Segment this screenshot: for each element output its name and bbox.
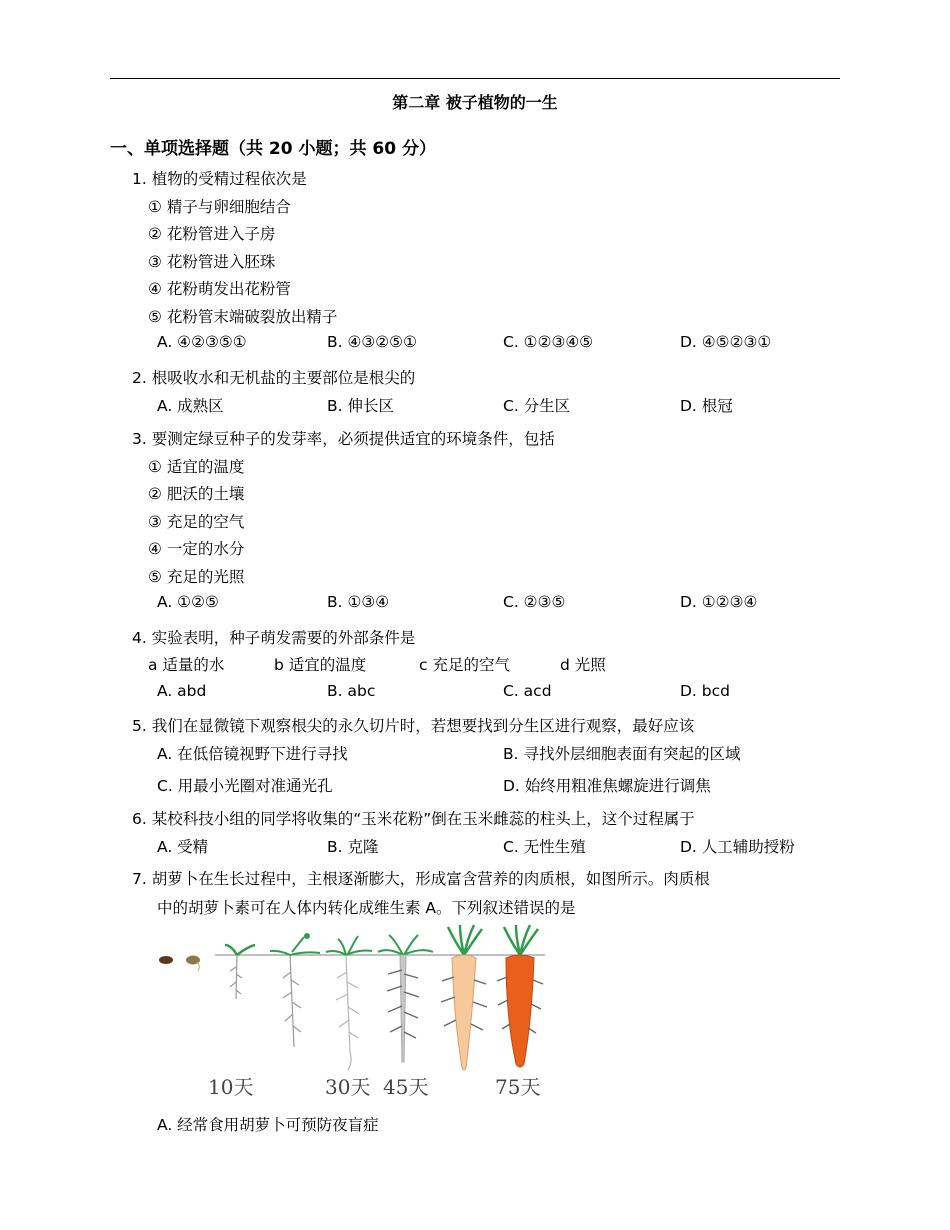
page-title: 第二章 被子植物的一生	[392, 93, 558, 112]
question-1-item: ④ 花粉萌发出花粉管	[148, 280, 291, 298]
question-1-item: ② 花粉管进入子房	[148, 225, 276, 243]
question-2-stem: 2. 根吸收水和无机盐的主要部位是根尖的	[132, 369, 416, 387]
question-7-stem-continued: 中的胡萝卜素可在人体内转化成维生素 A。下列叙述错误的是	[157, 899, 576, 917]
question-1-option-a[interactable]: A. ④②③⑤①	[157, 333, 247, 351]
question-2-option-d[interactable]: D. 根冠	[680, 397, 733, 415]
question-4-option-a[interactable]: A. abd	[157, 682, 207, 700]
question-1-option-d[interactable]: D. ④⑤②③①	[680, 333, 772, 351]
question-3-option-a[interactable]: A. ①②⑤	[157, 593, 219, 611]
question-3-item: ① 适宜的温度	[148, 458, 245, 476]
question-6-option-b[interactable]: B. 克隆	[327, 838, 379, 856]
question-4-option-c[interactable]: C. acd	[503, 682, 552, 700]
question-1-stem: 1. 植物的受精过程依次是	[132, 170, 307, 188]
question-1-item: ⑤ 花粉管末端破裂放出精子	[148, 308, 338, 326]
question-4-item: a 适量的水	[148, 656, 225, 674]
question-5-option-a[interactable]: A. 在低倍镜视野下进行寻找	[157, 745, 348, 763]
question-5-option-b[interactable]: B. 寻找外层细胞表面有突起的区域	[503, 745, 741, 763]
question-4-item: b 适宜的温度	[274, 656, 367, 674]
question-1-option-c[interactable]: C. ①②③④⑤	[503, 333, 594, 351]
question-1-item: ③ 花粉管进入胚珠	[148, 253, 276, 271]
figure-label-45-days: 45天	[383, 1075, 429, 1099]
question-3-item: ③ 充足的空气	[148, 513, 245, 531]
question-1-item: ① 精子与卵细胞结合	[148, 198, 291, 216]
header-rule	[110, 78, 840, 79]
question-2-option-c[interactable]: C. 分生区	[503, 397, 571, 415]
question-4-option-b[interactable]: B. abc	[327, 682, 376, 700]
question-5-stem: 5. 我们在显微镜下观察根尖的永久切片时，若想要找到分生区进行观察，最好应该	[132, 717, 695, 735]
section-heading: 一、单项选择题（共 20 小题；共 60 分）	[110, 139, 436, 159]
question-3-item: ② 肥沃的土壤	[148, 485, 245, 503]
question-4-item: c 充足的空气	[419, 656, 510, 674]
figure-label-10-days: 10天	[208, 1075, 254, 1099]
question-3-option-c[interactable]: C. ②③⑤	[503, 593, 566, 611]
question-6-option-c[interactable]: C. 无性生殖	[503, 838, 586, 856]
question-3-item: ④ 一定的水分	[148, 540, 245, 558]
question-4-option-d[interactable]: D. bcd	[680, 682, 730, 700]
question-1-option-b[interactable]: B. ④③②⑤①	[327, 333, 417, 351]
question-5-option-c[interactable]: C. 用最小光圈对准通光孔	[157, 777, 333, 795]
figure-label-30-days: 30天	[325, 1075, 371, 1099]
question-3-option-b[interactable]: B. ①③④	[327, 593, 390, 611]
carrot-growth-illustration	[150, 922, 560, 1107]
question-6-stem: 6. 某校科技小组的同学将收集的“玉米花粉”倒在玉米雌蕊的柱头上，这个过程属于	[132, 810, 695, 828]
carrot-growth-figure	[150, 922, 560, 1107]
question-6-option-a[interactable]: A. 受精	[157, 838, 209, 856]
figure-label-75-days: 75天	[495, 1075, 541, 1099]
question-6-option-d[interactable]: D. 人工辅助授粉	[680, 838, 795, 856]
question-2-option-a[interactable]: A. 成熟区	[157, 397, 224, 415]
question-7-stem: 7. 胡萝卜在生长过程中，主根逐渐膨大，形成富含营养的肉质根，如图所示。肉质根	[132, 870, 710, 888]
question-3-stem: 3. 要测定绿豆种子的发芽率，必须提供适宜的环境条件，包括	[132, 430, 555, 448]
question-4-item: d 光照	[560, 656, 606, 674]
question-3-option-d[interactable]: D. ①②③④	[680, 593, 758, 611]
question-4-stem: 4. 实验表明，种子萌发需要的外部条件是	[132, 629, 416, 647]
question-7-option-a[interactable]: A. 经常食用胡萝卜可预防夜盲症	[157, 1116, 379, 1134]
question-3-item: ⑤ 充足的光照	[148, 568, 245, 586]
question-5-option-d[interactable]: D. 始终用粗准焦螺旋进行调焦	[503, 777, 711, 795]
question-2-option-b[interactable]: B. 伸长区	[327, 397, 394, 415]
